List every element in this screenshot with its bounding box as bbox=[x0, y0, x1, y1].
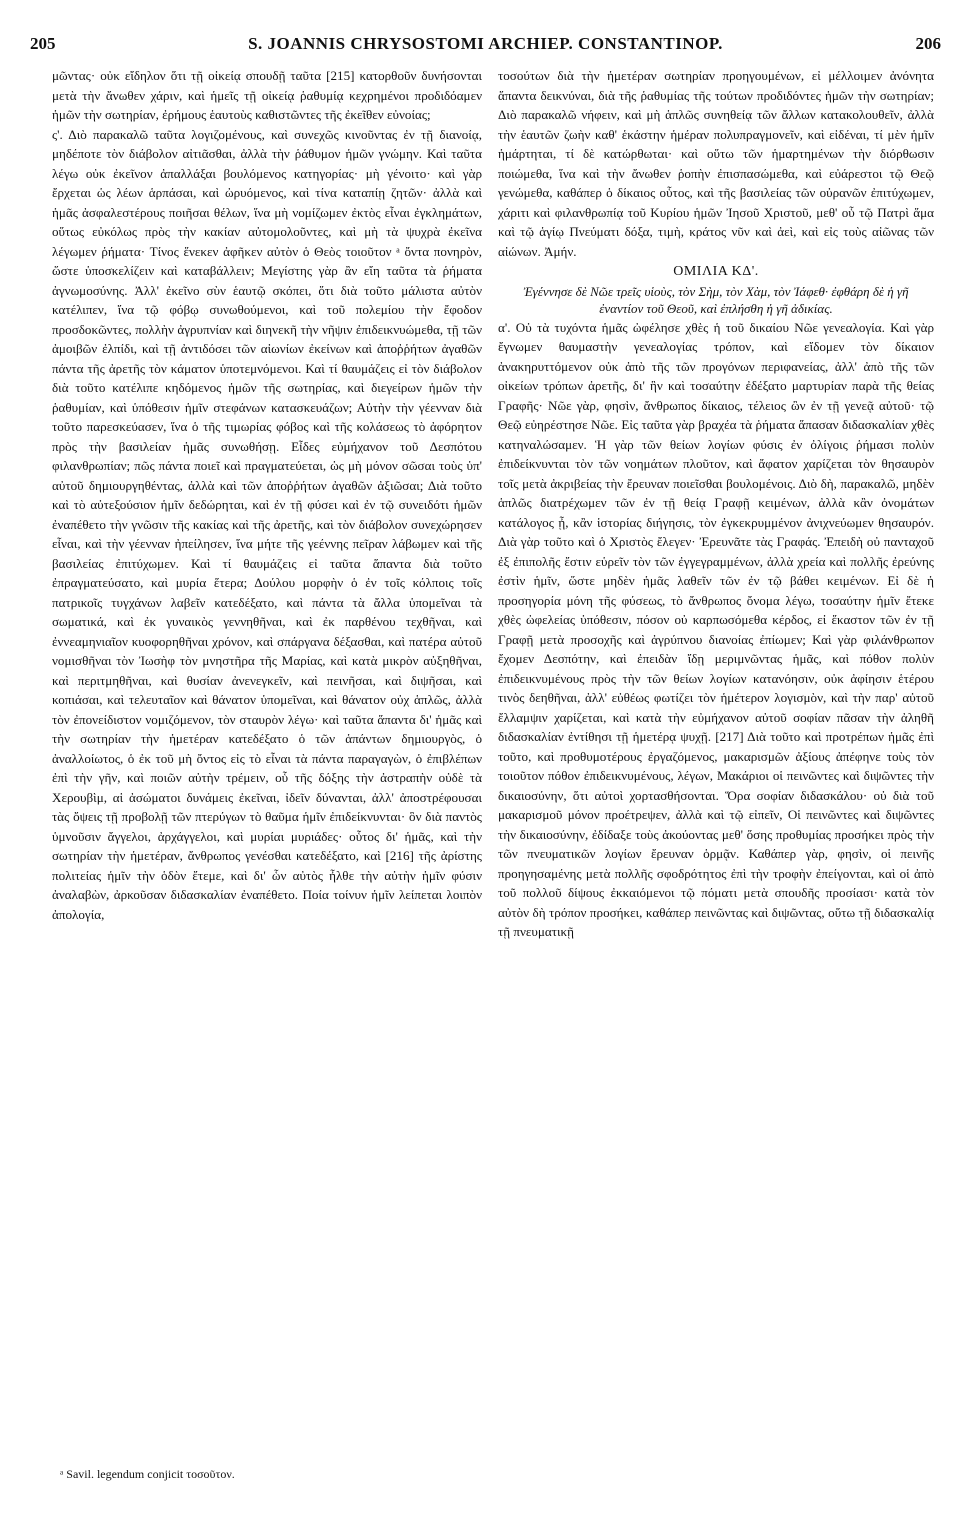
footnote: ᵃ Savil. legendum conjicit τοσοῦτον. bbox=[60, 1467, 235, 1481]
homily-lemma: Ἐγέννησε δὲ Νῶε τρεῖς υἱοὺς, τὸν Σὴμ, τὸν Χὰμ, τὸν Ἰάφεθ· ἐφθάρη δὲ ἡ γῆ ἐναντίον τοῦ Θεοῦ, καὶ ἐπλήσθη ἡ γῆ ἀδικίας. bbox=[523, 283, 909, 316]
left-paragraph-1: μῶντας· οὐκ εἴδηλον ὅτι τῇ οἰκείᾳ σπουδῇ ταῦτα [215] κατορθοῦν δυνήσονται μετὰ τὴν ἄνωθεν χάριν, καὶ ἡμεῖς τῇ οἰκείᾳ ῥαθυμίᾳ κεχρημένοι προδιδόαμεν ἡμῶν τὴν σωτηρίαν, ἐρήμους ἑαυτοὺς καθιστῶντες τῆς ἐκεῖθεν εὐνοίας; bbox=[52, 68, 482, 122]
right-paragraph-conclusion: τοσούτων διὰ τὴν ἡμετέραν σωτηρίαν προηγουμένων, εἰ μέλλοιμεν ἀνόνητα ἅπαντα δεικνύναι, διὰ τῆς ῥαθυμίας τῆς τούτων προδιδόντες ἡμῶν τὴν σωτηρίαν; Διὸ παρακαλῶ νήφειν, καὶ μὴ ἁπλῶς συνηθείᾳ τῶν ἄλλων κατακολουθεῖν, ἀλλὰ τὴν ἑαυτῶν ζωὴν καθ' ἑκάστην ἡμέραν πολυπραγμονεῖν, καὶ εἰδέναι, τί μὲν ἡμῖν ἡμάρτηται, τί δὲ κατώρθωται· καὶ οὕτω τῶν ἡμαρτημένων τὴν διόρθωσιν ποιώμεθα, ἵνα καὶ τὴν ἄνωθεν ῥοπὴν ἐπισπασώμεθα, καὶ εὐάρεστοι τῷ Θεῷ γενώμεθα, καθάπερ ὁ δίκαιος οὗτος, καὶ τῆς βασιλείας τῶν οὐρανῶν ἐπιτύχωμεν, χάριτι καὶ φιλανθρωπίᾳ τοῦ Κυρίου ἡμῶν Ἰησοῦ Χριστοῦ, μεθ' οὗ τῷ Πατρὶ ἅμα καὶ τῷ ἁγίῳ Πνεύματι δόξα, τιμὴ, κράτος νῦν καὶ ἀεὶ, καὶ εἰς τοὺς αἰῶνας τῶν αἰώνων. Ἀμήν. bbox=[498, 68, 934, 259]
page-number-left: 205 bbox=[30, 34, 56, 53]
right-column bbox=[498, 66, 934, 1500]
left-paragraph-2: ς'. Διὸ παρακαλῶ ταῦτα λογιζομένους, καὶ συνεχῶς κινοῦντας ἐν τῇ διανοίᾳ, μηδέποτε τὸν διάβολον αἰτιᾶσθαι, ἀλλὰ τὴν ῥάθυμον ἡμῶν γνώμην. Καὶ ταῦτα λέγω οὐκ ἐκεῖνον ἀπαλλάξαι βουλόμενος κατηγορίας· μὴ γένοιτο· καὶ γὰρ ἔρχεται ὡς λέων ἁρπάσαι, καὶ ὠρυόμενος, καὶ τίνα καταπίῃ ζητῶν· ἀλλὰ καὶ ἡμᾶς ἀσφαλεστέρους ποιῆσαι θέλων, ἵνα μὴ νομίζωμεν ἐκτὸς εἶναι ἐγκλημάτων, οὕτως εὐκόλως πρὸς τὴν κακίαν αὐτομολοῦντες, καὶ μὴ τὰ ψυχρὰ ἐκεῖνα λέγωμεν ῥήματα· Τίνος ἕνεκεν ἀφῆκεν αὐτὸν ὁ Θεὸς τοιοῦτον ᵃ ὄντα πονηρὸν, ὥστε ὑποσκελίζειν καὶ καταβάλλειν; Μεγίστης γὰρ ἂν εἴη ταῦτα τὰ ῥήματα ἀγνωμοσύνης. Ἀλλ' ἐκεῖνο σὺν ἑαυτῷ σκόπει, ὅτι διὰ τοῦτο μάλιστα αὐτὸν κατέλιπεν, ἵνα τῷ φόβῳ συνωθούμενοι, καὶ τοῦ πολεμίου τὴν ἔφοδον προσδοκῶντες, πολλὴν ἀγρυπνίαν καὶ διηνεκῆ τὴν νῆψιν ἐπιδεικνυώμεθα, τῇ τῶν ἀμοιβῶν ἐλπίδι, καὶ τῇ ἀντιδόσει τῶν αἰωνίων ἐκείνων καὶ ἀποῤῥήτων ἀγαθῶν πάντα τῆς ἀρετῆς τὸν κάματον ὑποτεμνόμενοι. Καὶ τί θαυμάζεις εἰ τὸν διάβολον διὰ τοῦτο κατέλιπε κηδόμενος ἡμῶν τῆς σωτηρίας, καὶ διεγείρων ἡμῶν τὴν ῥαθυμίαν, καὶ ὑπόθεσιν ἡμῖν στεφάνων κατασκευάζων; Αὐτὴν τὴν γέενναν διὰ τοῦτο παρεσκεύασεν, ἵνα ὁ τῆς τιμωρίας φόβος καὶ τῆς κολάσεως τὸ ἀφόρητον πρὸς τὴν βασιλείαν ἡμᾶς συνωθήσῃ. Εἶδες εὐμήχανον τοῦ Δεσπότου φιλανθρωπίαν; πῶς πάντα ποιεῖ καὶ πραγματεύεται, ὡς μὴ μόνον σῶσαι τοὺς ὑπ' αὐτοῦ δημιουργηθέντας, ἀλλὰ καὶ τῶν ἀποῤῥήτων ἀγαθῶν ἀξιῶσαι; Διὰ τοῦτο καὶ τὸ αὐτεξούσιον ἡμῖν δεδώρηται, καὶ ἐν τῇ φύσει καὶ ἐν τῷ συνειδότι ἡμῶν ἐναπέθετο τὴν γνῶσιν τῆς κακίας καὶ τῆς ἀρετῆς, καὶ τὸν διάβολον συνεχώρησεν εἶναι, καὶ τὴν γέενναν ἠπείλησεν, ἵνα μήτε τῆς γεέννης πεῖραν λάβωμεν καὶ τῆς βασιλείας ἐπιτύχωμεν. Καὶ τί θαυμάζεις εἰ ταῦτα ἅπαντα διὰ τοῦτο ἐπραγματεύσατο, καὶ μυρία ἕτερα; Δούλου μορφὴν ὁ ἐν τοῖς κόλποις τοῖς πατρικοῖς τυγχάνων λαβεῖν κατεδέξατο, καὶ πάντα τὰ ἄλλα ὑπομεῖναι τὰ σωματικά, καὶ ἐκ γυναικὸς γεννηθῆναι, καὶ ἐκ παρθένου τεχθῆναι, καὶ ἐννεαμηνιαῖον κυοφορηθῆναι χρόνον, καὶ σπάργανα δέξασθαι, καὶ πατέρα αὐτοῦ νομισθῆναι τὸν Ἰωσὴφ τὸν μνηστῆρα τῆς Μαρίας, καὶ κατὰ μικρὸν αὐξηθῆναι, καὶ περιτμηθῆναι, καὶ θυσίαν ἀνενεγκεῖν, καὶ πεινῆσαι, καὶ διψῆσαι, καὶ κοπιάσαι, καὶ τελευταῖον καὶ θάνατον ὑπομεῖναι, καὶ θάνατον οὐχ ἁπλῶς, ἀλλὰ τὸν ἐπονείδιστον νομιζόμενον, τὸν σταυρὸν λέγω· καὶ ταῦτα ἅπαντα δι' ἡμᾶς καὶ τὴν σωτηρίαν τὴν ἡμετέραν κατεδέξατο ὁ τῶν ἁπάντων δημιουργὸς, ὁ ἀναλλοίωτος, ὁ ἐκ τοῦ μὴ ὄντος εἰς τὸ εἶναι τὰ πάντα παραγαγὼν, ὁ ἐπιβλέπων ἐπὶ τὴν γῆν, καὶ ποιῶν αὐτὴν τρέμειν, οὗ τῆς δόξης τὴν ἀστραπὴν οὐδὲ τὰ Χερουβὶμ, αἱ ἀσώματοι δυνάμεις ἐκεῖναι, ἰδεῖν δύνανται, ἀλλ' ἀποστρέφουσαι τὰς ὄψεις τῇ προβολῇ τῶν πτερύγων τὸ θαῦμα ἡμῖν ἐπιδείκνυνται· ὃν διὰ παντὸς ὑμνοῦσιν ἄγγελοι, ἀρχάγγελοι, καὶ μυρίαι μυριάδες· οὗτος δι' ἡμᾶς, καὶ τὴν σωτηρίαν τὴν ἡμετέραν, ἄνθρωπος γενέσθαι κατεδέξατο, καὶ [216] τῆς ἀρίστης πολιτείας ἡμῖν τὴν ὁδὸν ἔτεμε, καὶ δι' ὧν αὐτὸς ἦλθε τὴν αὐτὴν ἡμῖν φύσιν ἀναλαβὼν, ἀρκοῦσαν διδασκαλίαν ἐναπέθετο. Ποία τοίνυν ἡμῖν λείπεται λοιπὸν ἀπολογία, bbox=[52, 126, 482, 922]
running-title: S. JOANNIS CHRYSOSTOMI ARCHIEP. CONSTANTINOP. bbox=[248, 34, 723, 53]
right-paragraph-body: α'. Οὐ τὰ τυχόντα ἡμᾶς ὠφέλησε χθὲς ἡ τοῦ δικαίου Νῶε γενεαλογία. Καὶ γὰρ ἔγνωμεν θαυμαστὴν γενεαλογίας τρόπον, καὶ εἴδομεν τὸν δίκαιον ἀνακηρυττόμενον οὐκ ἀπὸ τῆς τῶν προγόνων περιφανείας, ἀλλ' ἀπὸ τῆς τῶν οἰκείων τρόπων ἀρετῆς, δι' ἣν καὶ τοσαύτην ἐδέξατο μαρτυρίαν παρὰ τῆς θείας Γραφῆς· Νῶε γὰρ, φησὶν, ἄνθρωπος δίκαιος, τέλειος ὢν ἐν τῇ γενεᾷ αὐτοῦ· τῷ Θεῷ εὐηρέστησε Νῶε. Εἰς ταῦτα γὰρ βραχέα τὰ ῥήματα ἅπασαν διδασκαλίαν χθὲς κατηναλώσαμεν. Ἡ γὰρ τῶν θείων λογίων φύσις ἐν ὀλίγοις ῥήμασι πολὺν ἐπιδείκνυνται τὸν τῶν νοημάτων πλοῦτον, καὶ ἄφατον χαρίζεται τὸν θησαυρὸν τοῖς μετὰ ἀκριβείας τὴν ἔρευναν ποιεῖσθαι βουλομένοις. Διὸ δὴ, παρακαλῶ, μηδὲν ἁπλῶς διατρέχωμεν τῶν ἐν τῇ θείᾳ Γραφῇ κειμένων, ἀλλὰ κἂν ὀνομάτων κατάλογος ᾖ, κἂν ἱστορίας διήγησις, τὸν ἐγκεκρυμμένον ἀνιχνεύωμεν θησαυρόν. Διὰ γὰρ τοῦτο καὶ ὁ Χριστὸς ἔλεγεν· Ἐρευνᾶτε τὰς Γραφάς. Ἐπειδὴ οὐ πανταχοῦ ἐξ ἐπιπολῆς ἔστιν εὑρεῖν τὸν τῶν ἐγγεγραμμένων, ἀλλὰ χρεία καὶ πολλῆς ἐρεύνης ἐστὶν ἡμῖν, ὥστε μηδὲν ἡμᾶς λαθεῖν τῶν ἐν τῷ βάθει κειμένων. Εἰ δὲ ἡ προσηγορία μόνη τῆς φύσεως, τὸ ἄνθρωπος ὄνομα λέγω, τοσαύτην ἡμῖν ἔτεκε χθὲς ὠφελείας ὑπόθεσιν, πόσον οὐ καρπωσόμεθα κέρδος, εἰ ἕκαστον τῶν ἐν τῇ Γραφῇ μετὰ προσοχῆς καὶ ἀγρύπνου διανοίας ἐπίωμεν; Καὶ γὰρ φιλάνθρωπον ἔχομεν Δεσπότην, καὶ ἐπειδὰν ἴδῃ μεριμνῶντας ἡμᾶς, καὶ πόθον πολὺν ἐπιδεικνυμένους πρὸς τὴν τῶν θείων λογίων κατανόησιν, οὐκ ἀφίησιν ἑτέρου τινὸς δεηθῆναι, ἀλλ' εὐθέως φωτίζει τὸν ἡμέτερον λογισμὸν, καὶ τὴν παρ' αὐτοῦ ἔλλαμψιν χαρίζεται, καὶ κατὰ τὴν εὐμήχανον αὐτοῦ σοφίαν πᾶσαν τὴν ἀληθῆ διδασκαλίαν ἐντίθησι τῇ ἡμετέρᾳ ψυχῇ. [217] Διὰ τοῦτο καὶ προτρέπων ἡμᾶς ἐπὶ τοῦτο, καὶ προθυμοτέρους ἐργαζόμενος, μακαρισμῶν ἀξίους ἀπέφηνε τοὺς τὸν τοιοῦτον πόθον ἐπιδεικνυμένους, λέγων, Μακάριοι οἱ πεινῶντες καὶ διψῶντες τὴν δικαιοσύνην, ὅτι αὐτοὶ χορτασθήσονται. Ὅρα σοφίαν διδασκάλου· οὐ διὰ τοῦ μακαρισμοῦ μόνον προέτρεψεν, ἀλλὰ καὶ τῷ εἰπεῖν, Οἱ πεινῶντες καὶ διψῶντες τὴν δικαιοσύνην, ἐδίδαξε τοὺς ἀκούοντας μεθ' ὅσης προθυμίας προσήκει πρὸς τὴν τῶν πνευματικῶν λογίων ἔρευναν ὁρμᾷν. Καθάπερ γὰρ, φησὶν, οἱ πεινῆς προηγησαμένης μετὰ πολλῆς σφοδρότητος ἐπὶ τὴν τροφὴν ἐπείγονται, καὶ οἱ ἀπὸ τοῦ πολλοῦ δίψους ἐκκαιόμενοι τῷ πόματι μετὰ σπουδῆς προσίασι· κατὰ τὸν αὐτὸν δὴ τρόπον προσήκει, καθάπερ πεινῶντας καὶ διψῶντας, οὕτω τῇ διδασκαλίᾳ τῇ πνευματικῇ bbox=[498, 319, 934, 939]
left-column bbox=[52, 66, 482, 1500]
homily-heading: ΟΜΙΛΙΑ ΚΔ'. bbox=[673, 264, 759, 279]
running-header bbox=[30, 34, 941, 58]
page-number-right: 206 bbox=[915, 34, 941, 53]
